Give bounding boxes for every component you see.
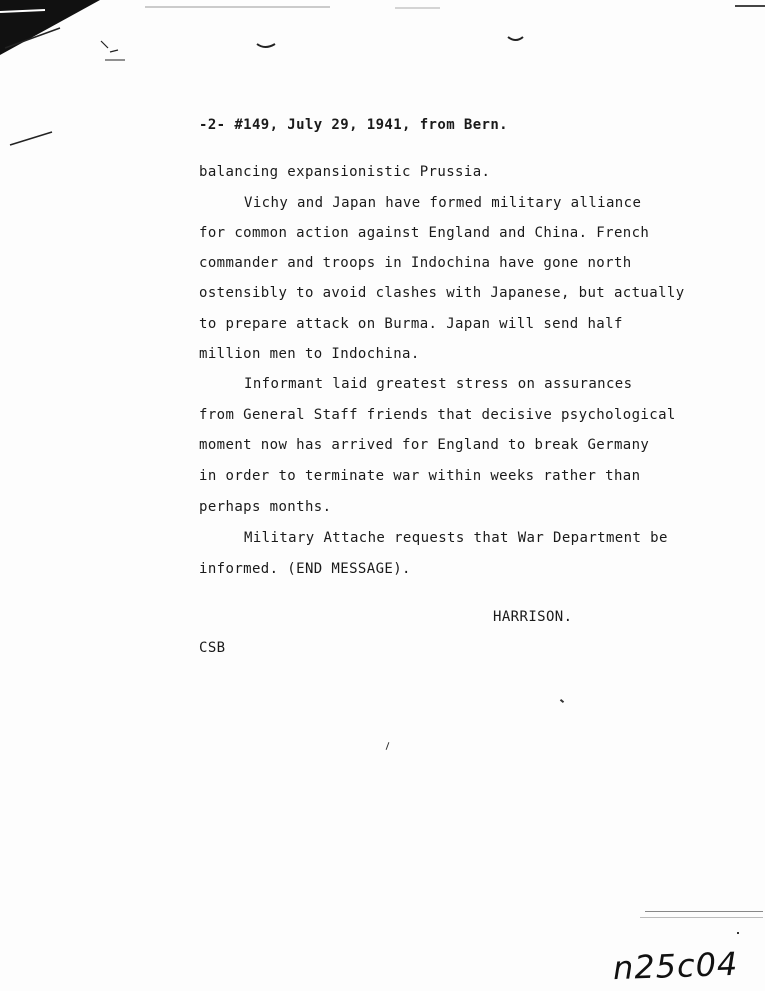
body-line-12: perhaps months. — [199, 499, 332, 515]
scan-corner-fold — [0, 0, 765, 180]
body-line-4: commander and troops in Indochina have gone north — [199, 255, 632, 271]
scan-rule — [645, 911, 763, 912]
body-line-2: Vichy and Japan have formed military alliance — [244, 195, 642, 211]
body-line-13: Military Attache requests that War Department be — [244, 530, 668, 546]
body-line-7: million men to Indochina. — [199, 346, 420, 362]
body-line-14: informed. (END MESSAGE). — [199, 561, 411, 577]
scan-speck — [560, 699, 564, 703]
scan-speck — [737, 932, 739, 934]
signature: HARRISON. — [493, 609, 573, 625]
body-line-6: to prepare attack on Burma. Japan will send half — [199, 316, 623, 332]
body-line-3: for common action against England and China. French — [199, 225, 650, 241]
scan-speck — [386, 742, 390, 750]
body-line-10: moment now has arrived for England to break Germany — [199, 437, 650, 453]
body-line-1: balancing expansionistic Prussia. — [199, 164, 491, 180]
scan-rule — [640, 917, 763, 918]
message-header: -2- #149, July 29, 1941, from Bern. — [199, 117, 509, 133]
body-line-9: from General Staff friends that decisive psychological — [199, 407, 676, 423]
archive-number: n25c04 — [612, 944, 739, 988]
body-line-8: Informant laid greatest stress on assurances — [244, 376, 633, 392]
body-line-11: in order to terminate war within weeks rather than — [199, 468, 641, 484]
body-line-5: ostensibly to avoid clashes with Japanese, but actually — [199, 285, 685, 301]
typist-initials: CSB — [199, 640, 226, 656]
